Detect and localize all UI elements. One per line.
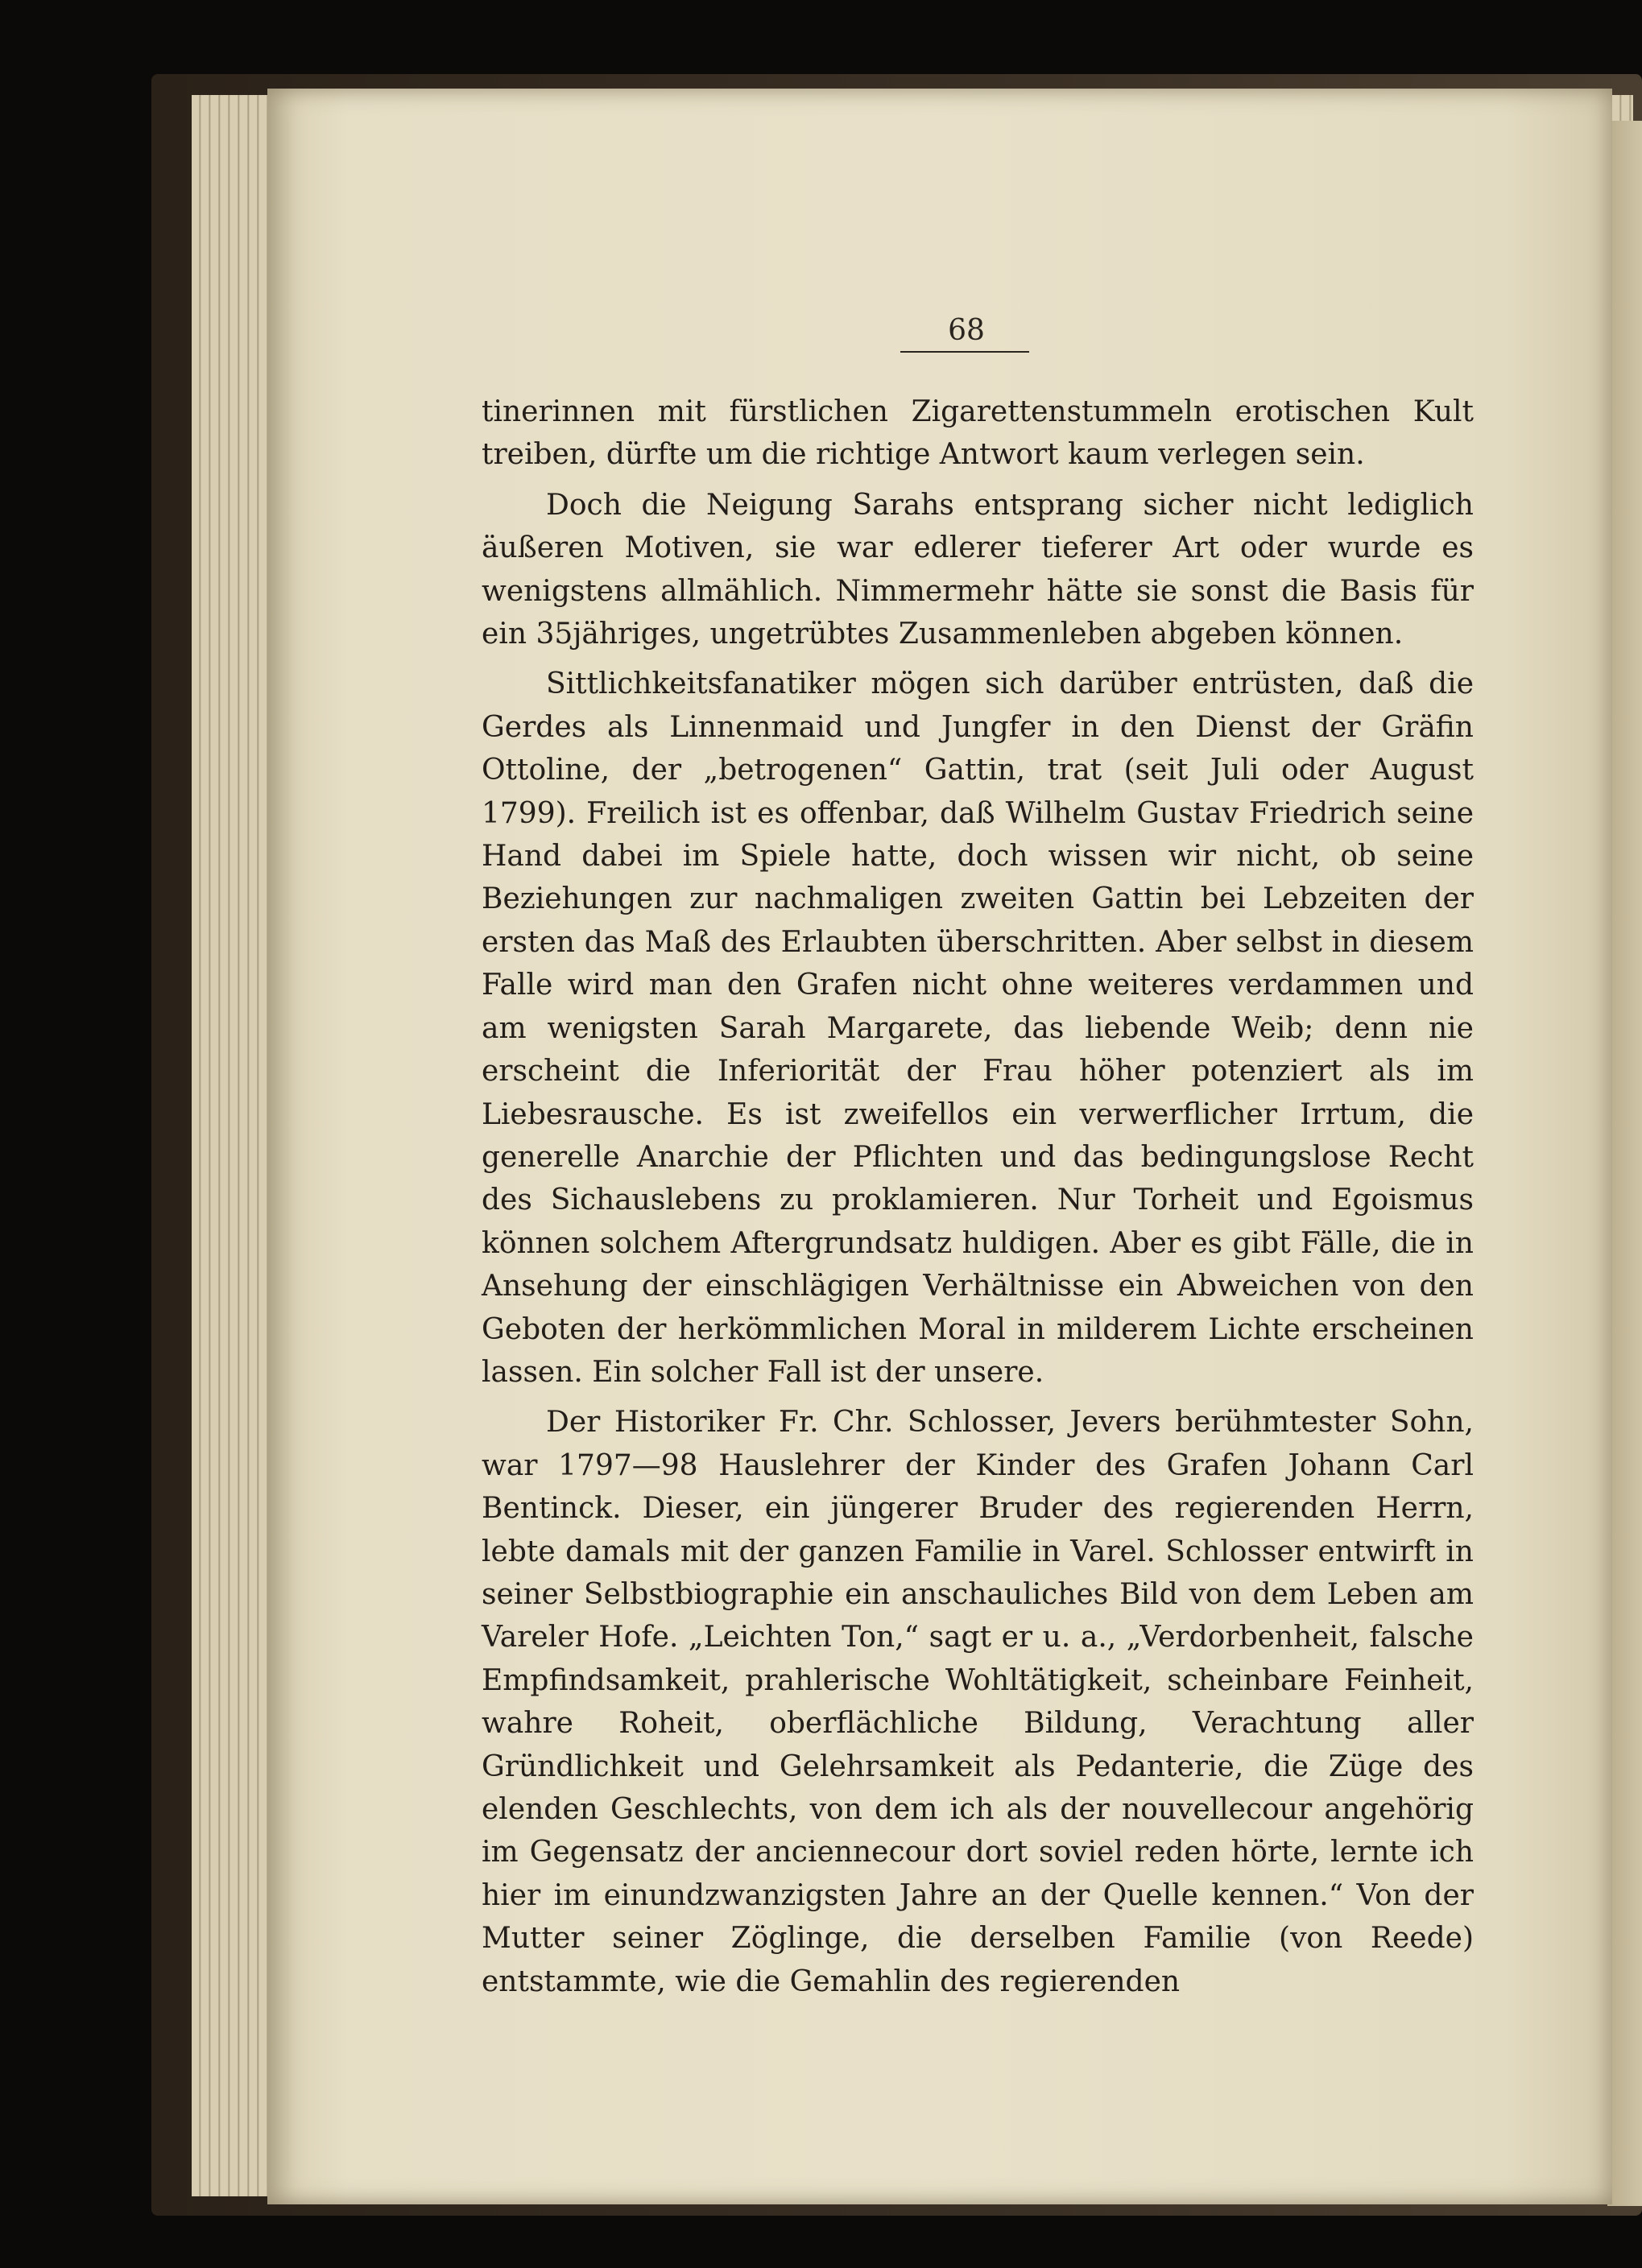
page-number-rule bbox=[900, 351, 1029, 353]
next-page-edge bbox=[1607, 121, 1642, 2206]
page-text bbox=[482, 390, 1474, 2003]
paragraph-4: Der Historiker Fr. Chr. Schlosser, Jevers berühmtester Sohn, war 1797—98 Hauslehrer der Kinder des Grafen Johann Carl Bentinck. Dieser, ein jüngerer Bruder des regierenden Herrn, lebte damals mit der ganzen Familie in Varel. Schlosser entwirft in seiner Selbstbiographie ein anschauliches Bild von dem Leben am Vareler Hofe. „Leichten Ton,“ sagt er u. a., „Verdorbenheit, falsche Empfindsamkeit, prahlerische Wohltätigkeit, scheinbare Feinheit, wahre Roheit, oberflächliche Bildung, Verachtung aller Gründlichkeit und Gelehrsamkeit als Pedanterie, die Züge des elenden Geschlechts, von dem ich als der nouvellecour angehörig im Gegensatz der anciennecour dort soviel reden hörte, lernte ich hier im einundzwanzigsten Jahre an der Quelle kennen.“ Von der Mutter seiner Zöglinge, die derselben Familie (von Reede) entstammte, wie die Gemahlin des regierenden bbox=[482, 1406, 1474, 1998]
paragraph-2: Doch die Neigung Sarahs entsprang sicher nicht lediglich äußeren Motiven, sie war edlerer tieferer Art oder wurde es wenigstens allmählich. Nimmermehr hätte sie sonst die Basis für ein 35jähriges, ungetrübtes Zusammenleben abgeben können. bbox=[482, 488, 1474, 651]
paragraph-1: tinerinnen mit fürstlichen Zigarettenstummeln erotischen Kult treiben, dürfte um die richtige Antwort kaum verlegen sein. bbox=[482, 395, 1474, 472]
paragraph-3: Sittlichkeitsfanatiker mögen sich darüber entrüsten, daß die Gerdes als Linnenmaid und Jungfer in den Dienst der Gräfin Ottoline, der „betrogenen“ Gattin, trat (seit Juli oder August 1799). Freilich ist es offenbar, daß Wilhelm Gustav Friedrich seine Hand dabei im Spiele hatte, doch wissen wir nicht, ob seine Beziehungen zur nachmaligen zweiten Gattin bei Lebzeiten der ersten das Maß des Erlaubten überschritten. Aber selbst in diesem Falle wird man den Grafen nicht ohne weiteres verdammen und am wenigsten Sarah Margarete, das liebende Weib; denn nie erscheint die Inferiorität der Frau höher potenziert als im Liebesrausche. Es ist zweifellos ein verwerflicher Irrtum, die generelle Anarchie der Pflichten und das bedingungslose Recht des Sichauslebens zu proklamieren. Nur Torheit und Egoismus können solchem Aftergrundsatz huldigen. Aber es gibt Fälle, die in Ansehung der einschlägigen Verhältnisse ein Abweichen von den Geboten der herkömmlichen Moral in milderem Lichte erscheinen lassen. Ein solcher Fall ist der unsere. bbox=[482, 667, 1474, 1389]
page-number: 68 bbox=[948, 314, 985, 347]
